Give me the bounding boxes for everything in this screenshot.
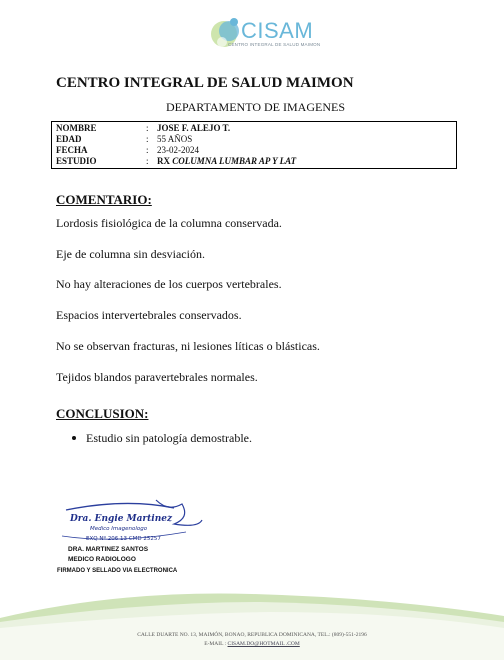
study-name: COLUMNA LUMBAR AP Y LAT xyxy=(172,156,297,166)
info-label: ESTUDIO xyxy=(56,156,97,166)
footer-contact xyxy=(0,641,504,647)
info-colon: : xyxy=(146,145,149,155)
comment-line: Eje de columna sin desviación. xyxy=(56,247,205,261)
conclusion-item: Estudio sin patología demostrable. xyxy=(86,431,252,445)
cisam-logo xyxy=(208,8,321,56)
email-link[interactable]: CISAM.DO@HOTMAIL .COM xyxy=(227,641,300,647)
comment-line: Espacios intervertebrales conservados. xyxy=(56,308,242,322)
comment-heading: COMENTARIO: xyxy=(56,192,152,207)
signature-note: FIRMADO Y SELLADO VIA ELECTRONICA xyxy=(57,568,178,574)
comment-line: Tejidos blandos paravertebrales normales. xyxy=(56,370,258,384)
doctor-name: DRA. MARTINEZ SANTOS xyxy=(68,546,149,553)
stamp-license: EXQ Nº 206 13 CMD 25257 xyxy=(86,536,161,542)
patient-age-value: 55 AÑOS xyxy=(157,134,193,144)
stamp-doctor-name: Dra. Engie Martinez xyxy=(70,514,173,524)
info-label: NOMBRE xyxy=(56,123,97,133)
study-prefix: RX xyxy=(157,156,170,166)
email-label: E-MAIL : xyxy=(204,641,227,647)
footer-address: CALLE DUARTE NO. 13, MAIMÓN, BONAO, REPUBLICA DOMINICANA, TEL.: (809)-551-2196 xyxy=(137,632,367,638)
patient-name-value: JOSE F. ALEJO T. xyxy=(157,123,231,133)
info-colon: : xyxy=(146,156,149,166)
info-label: EDAD xyxy=(56,134,82,144)
study-date-value: 23-02-2024 xyxy=(157,145,199,155)
patient-info-box xyxy=(51,121,457,169)
page-title: CENTRO INTEGRAL DE SALUD MAIMON xyxy=(56,75,354,91)
comment-line: Lordosis fisiológica de la columna conservada. xyxy=(56,216,282,230)
department-title: DEPARTAMENTO DE IMAGENES xyxy=(166,100,345,114)
bullet-icon xyxy=(72,436,76,440)
info-colon: : xyxy=(146,134,149,144)
comment-line: No se observan fracturas, ni lesiones líticas o blásticas. xyxy=(56,339,320,353)
comment-line: No hay alteraciones de los cuerpos vertebrales. xyxy=(56,277,282,291)
logo-tagline: CENTRO INTEGRAL DE SALUD MAIMON xyxy=(228,42,321,47)
study-value xyxy=(157,156,296,167)
conclusion-heading: CONCLUSION: xyxy=(56,406,149,421)
info-label: FECHA xyxy=(56,145,88,155)
footer-wave xyxy=(0,588,504,660)
stamp-role: Medico Imagenologo xyxy=(90,526,148,532)
info-colon: : xyxy=(146,123,149,133)
doctor-title: MEDICO RADIOLOGO xyxy=(68,556,136,563)
logo-name: CISAM xyxy=(241,18,314,43)
